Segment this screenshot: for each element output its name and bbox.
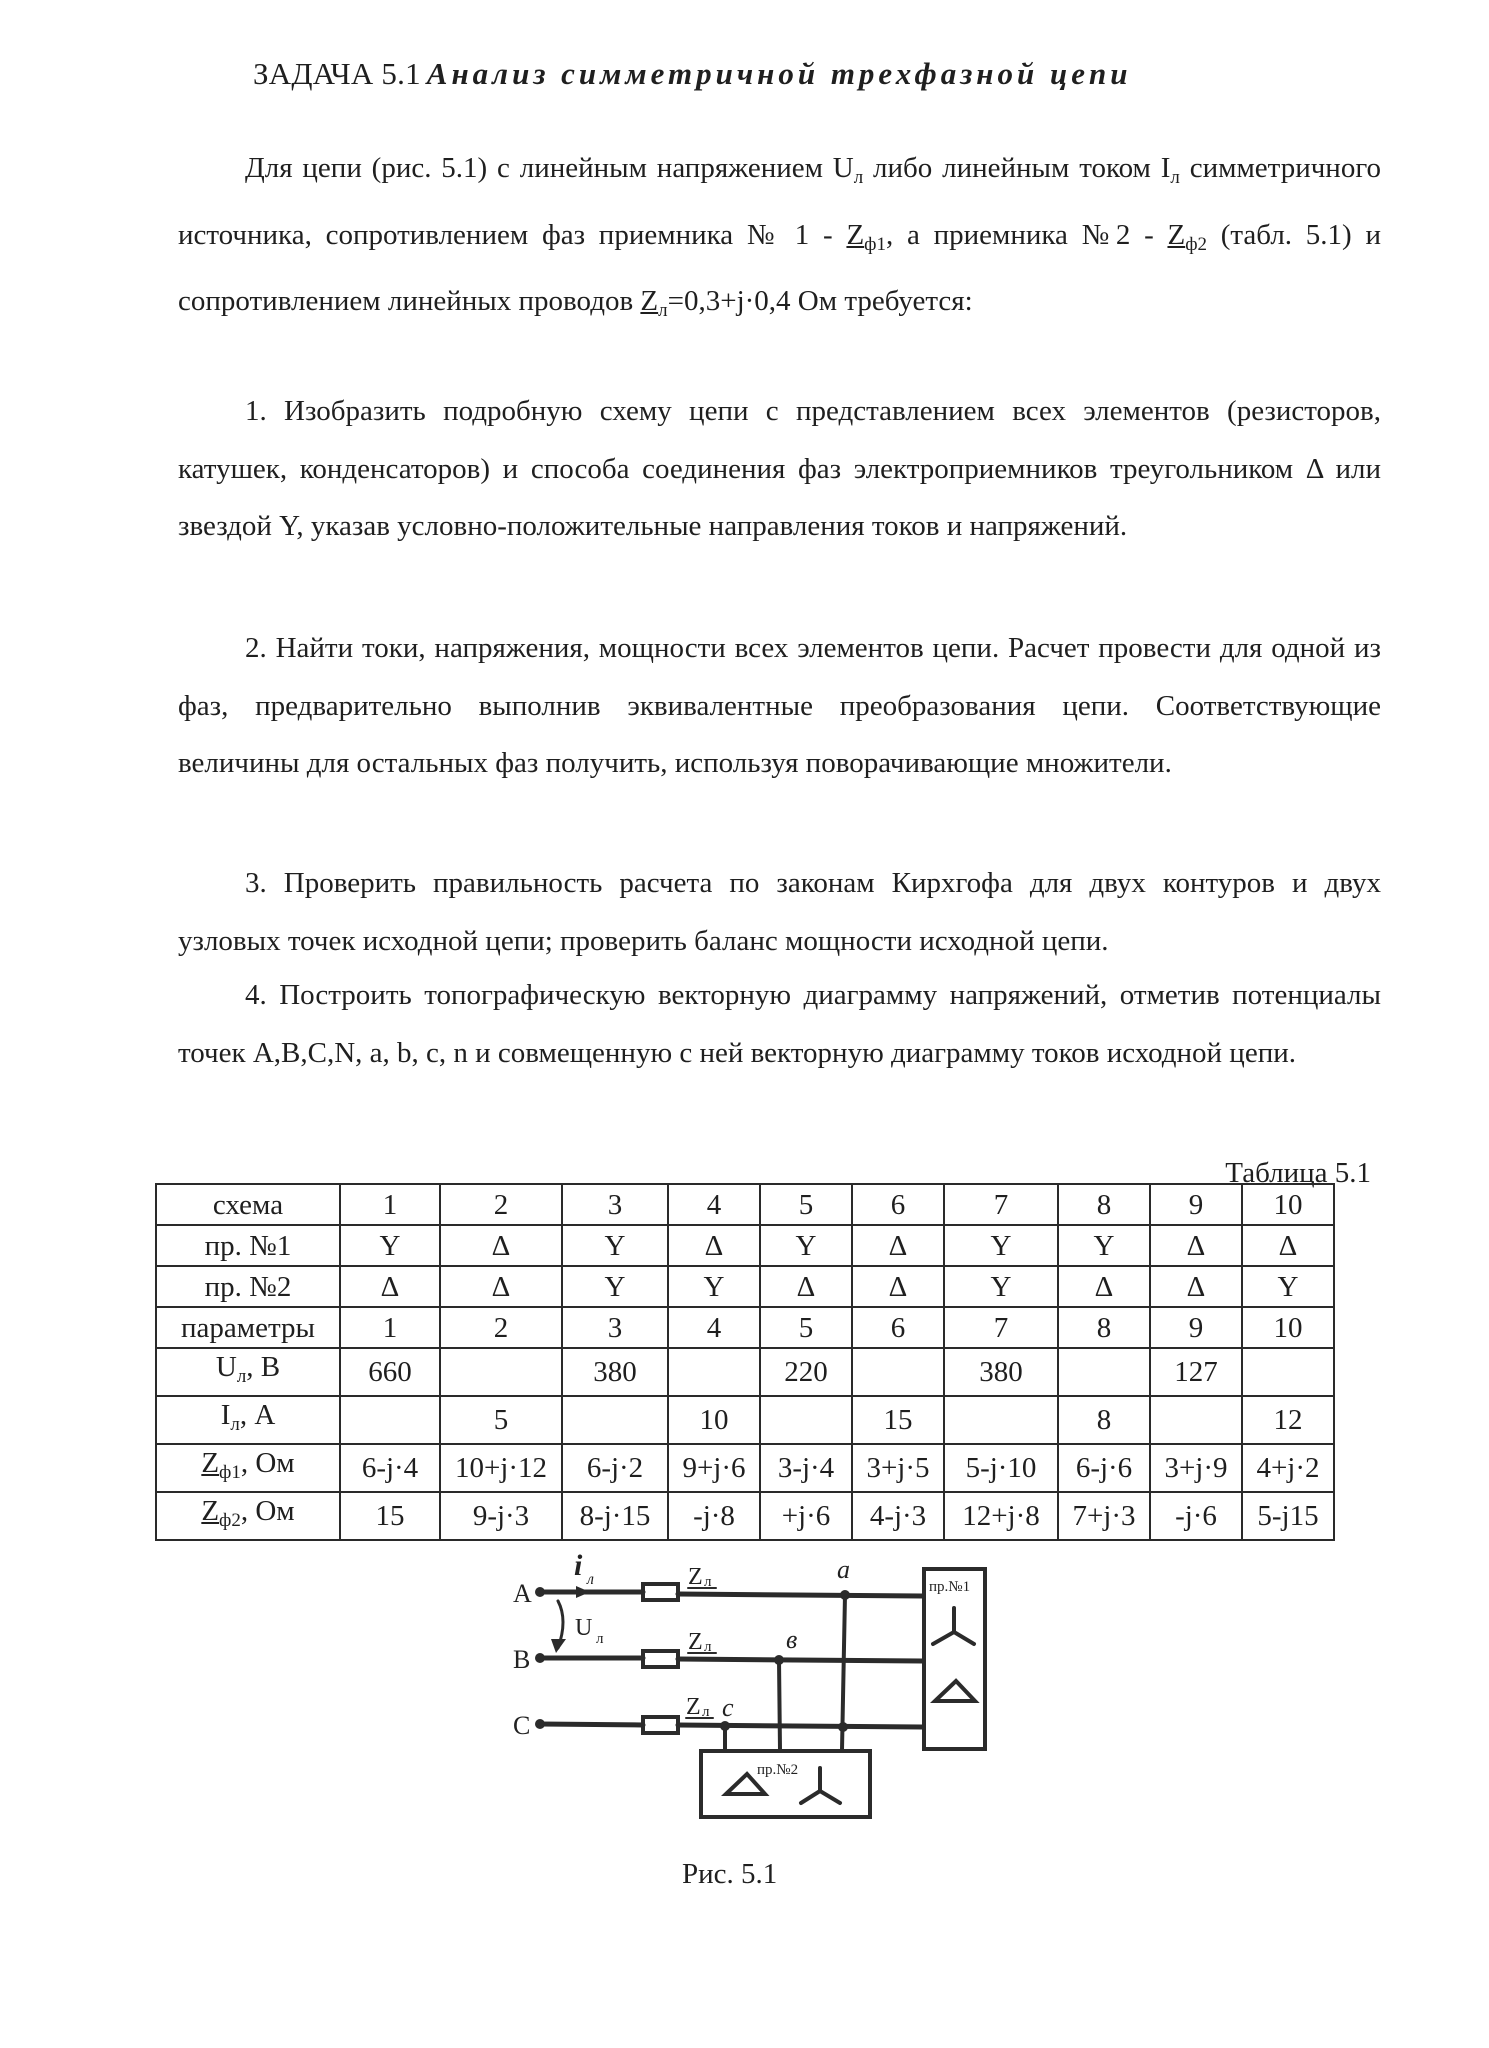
table-cell: 10+j·12 <box>440 1444 562 1492</box>
row-header-subscript: л <box>236 1366 247 1387</box>
table-cell: 12 <box>1242 1396 1334 1444</box>
table-cell: 3+j·5 <box>852 1444 944 1492</box>
table-cell: Δ <box>1150 1266 1242 1307</box>
intro-text-1: Для цепи (рис. 5.1) с линейным напряжением U <box>245 152 854 184</box>
table-cell: Δ <box>1058 1266 1150 1307</box>
table-row <box>156 1225 1334 1266</box>
table-cell <box>340 1396 440 1444</box>
table-cell: Y <box>760 1225 852 1266</box>
wire-c-left <box>540 1724 643 1725</box>
table-row <box>156 1492 1334 1540</box>
table-cell: 8-j·15 <box>562 1492 668 1540</box>
table-cell: 10 <box>1242 1184 1334 1225</box>
impedance-sub-b: л <box>704 1639 712 1655</box>
table-cell: 5 <box>760 1184 852 1225</box>
table-cell: 7+j·3 <box>1058 1492 1150 1540</box>
table-cell <box>440 1348 562 1396</box>
row-header-text: пр. №1 <box>204 1229 292 1262</box>
table-cell: 380 <box>562 1348 668 1396</box>
current-sub: л <box>587 1571 594 1588</box>
voltage-label: U <box>575 1615 593 1641</box>
table-cell: Δ <box>440 1266 562 1307</box>
row-header-unit: , Ом <box>240 1447 295 1479</box>
table-cell: 5-j15 <box>1242 1492 1334 1540</box>
node-dot-a <box>840 1590 850 1600</box>
table-cell: 12+j·8 <box>944 1492 1058 1540</box>
table-caption: Таблица 5.1 <box>1225 1157 1371 1189</box>
table-cell <box>760 1396 852 1444</box>
variants-table <box>155 1183 1335 1541</box>
table-cell: 9+j·6 <box>668 1444 760 1492</box>
table-cell: 8 <box>1058 1396 1150 1444</box>
intro-z2-sub: ф2 <box>1185 233 1207 255</box>
task-item <box>178 620 1381 793</box>
table-cell: +j·6 <box>760 1492 852 1540</box>
star-icon <box>933 1608 974 1644</box>
table-cell <box>1150 1396 1242 1444</box>
table-cell: Δ <box>668 1225 760 1266</box>
intro-text-5: (табл. 5.1) и сопротивлением линейных проводов <box>178 218 1381 317</box>
table-cell <box>668 1348 760 1396</box>
table-cell: 2 <box>440 1307 562 1348</box>
circuit-diagram <box>500 1535 1060 1835</box>
table-cell: -j·6 <box>1150 1492 1242 1540</box>
table-row <box>156 1444 1334 1492</box>
intro-sub-2: л <box>1170 167 1180 188</box>
table-cell: 9 <box>1150 1184 1242 1225</box>
row-header-symbol: U <box>215 1351 237 1383</box>
table-cell: 9 <box>1150 1307 1242 1348</box>
table-cell: 6-j·6 <box>1058 1444 1150 1492</box>
intro-zl-sub: л <box>658 300 668 321</box>
impedance-label-c: Z <box>686 1694 701 1720</box>
row-header-subscript: ф2 <box>219 1510 241 1531</box>
title-prefix: ЗАДАЧА 5.1 <box>253 56 421 91</box>
table-cell <box>852 1348 944 1396</box>
current-label: i <box>574 1549 583 1582</box>
receiver1-label: пр.№1 <box>929 1579 971 1595</box>
node-label-c: c <box>722 1693 734 1722</box>
table-cell: Δ <box>852 1266 944 1307</box>
table-cell: 5-j·10 <box>944 1444 1058 1492</box>
table-cell: Y <box>944 1225 1058 1266</box>
table-cell: 4+j·2 <box>1242 1444 1334 1492</box>
table-cell: 6 <box>852 1184 944 1225</box>
table-cell: 7 <box>944 1307 1058 1348</box>
table-cell: 5 <box>440 1396 562 1444</box>
node-dot-cross <box>838 1722 848 1732</box>
receiver1-box <box>924 1569 985 1749</box>
row-header <box>156 1184 340 1225</box>
table-cell: 8 <box>1058 1184 1150 1225</box>
voltage-arrowhead-icon <box>551 1639 566 1653</box>
node-dot-b <box>774 1655 784 1665</box>
impedance-label-a: Z <box>688 1564 703 1590</box>
table-cell: 8 <box>1058 1307 1150 1348</box>
node-label-b: в <box>786 1625 798 1654</box>
table-cell: Δ <box>440 1225 562 1266</box>
task-item <box>178 855 1381 970</box>
row-header-text: пр. №2 <box>204 1270 292 1303</box>
delta-icon <box>935 1681 975 1701</box>
terminal-label-a: A <box>513 1579 532 1608</box>
table-cell: Δ <box>340 1266 440 1307</box>
table-cell: 660 <box>340 1348 440 1396</box>
table-cell <box>944 1396 1058 1444</box>
table-cell: 3 <box>562 1184 668 1225</box>
row-header-symbol: I <box>220 1399 231 1431</box>
node-label-a: a <box>837 1555 850 1584</box>
table-row <box>156 1266 1334 1307</box>
table-cell: 15 <box>852 1396 944 1444</box>
intro-z1-sub: ф1 <box>864 233 886 255</box>
voltage-sub: л <box>596 1631 604 1647</box>
table-row <box>156 1307 1334 1348</box>
row-header <box>156 1492 340 1540</box>
table-cell: 15 <box>340 1492 440 1540</box>
table-cell: 6 <box>852 1307 944 1348</box>
intro-text-4: , а приемника №2 - <box>885 218 1168 251</box>
table-cell: 10 <box>668 1396 760 1444</box>
table-cell: 4 <box>668 1184 760 1225</box>
page-title <box>253 56 1131 92</box>
row-header-unit: , В <box>246 1351 281 1383</box>
table-cell: Y <box>340 1225 440 1266</box>
row-header <box>156 1307 340 1348</box>
intro-paragraph <box>178 140 1381 340</box>
row-header-unit: , Ом <box>240 1495 295 1527</box>
table-cell: 7 <box>944 1184 1058 1225</box>
row-header <box>156 1348 340 1396</box>
terminal-dot-a <box>535 1587 545 1597</box>
table-cell: 9-j·3 <box>440 1492 562 1540</box>
row-header-unit: , А <box>239 1399 276 1431</box>
table-cell: Y <box>1242 1266 1334 1307</box>
intro-sub-1: л <box>853 167 864 188</box>
table-cell: Y <box>1058 1225 1150 1266</box>
table-cell: 220 <box>760 1348 852 1396</box>
table-cell <box>1242 1348 1334 1396</box>
intro-text-3: симметричного источника, сопротивлением фаз приемника № 1 - <box>178 152 1381 251</box>
table-cell: 6-j·2 <box>562 1444 668 1492</box>
table-cell <box>562 1396 668 1444</box>
intro-text-2: либо линейным током I <box>863 152 1171 184</box>
task-text: 4. Построить топографическую векторную диаграмму напряжений, отметив потенциалы точек A,B,C,N, a, b, c, n и совмещенную с ней векторную диаграмму токов исходной цепи. <box>178 979 1381 1069</box>
table-cell: 127 <box>1150 1348 1242 1396</box>
impedance-sub-c: л <box>702 1704 710 1720</box>
star-icon <box>801 1768 840 1803</box>
tap-b <box>779 1660 780 1750</box>
row-header <box>156 1225 340 1266</box>
terminal-dot-b <box>535 1653 545 1663</box>
receiver2-box <box>701 1751 870 1817</box>
row-header-symbol: Z <box>201 1495 220 1527</box>
resistor-a <box>643 1584 678 1600</box>
table-cell: 4-j·3 <box>852 1492 944 1540</box>
table-cell <box>1058 1348 1150 1396</box>
table-cell: Δ <box>1150 1225 1242 1266</box>
table-cell: -j·8 <box>668 1492 760 1540</box>
impedance-sub-a: л <box>704 1574 712 1590</box>
resistor-c <box>643 1717 678 1733</box>
receiver2-label: пр.№2 <box>757 1762 799 1778</box>
row-header <box>156 1396 340 1444</box>
row-header-text: схема <box>212 1188 284 1221</box>
table-cell: 6-j·4 <box>340 1444 440 1492</box>
terminal-dot-c <box>535 1719 545 1729</box>
table-cell: 1 <box>340 1184 440 1225</box>
wire-b-right <box>678 1659 922 1661</box>
terminal-label-b: B <box>513 1645 531 1674</box>
table-cell: 380 <box>944 1348 1058 1396</box>
task-text: 1. Изобразить подробную схему цепи с представлением всех элементов (резисторов, катушек, конденсаторов) и способа соединения фаз электроприемников треугольником Δ или звездой Y, указав условно-положительные направления токов и напряжений. <box>178 395 1381 542</box>
intro-text-6: =0,3+j·0,4 Ом требуется: <box>667 285 973 317</box>
table-cell: Δ <box>852 1225 944 1266</box>
table-cell: 4 <box>668 1307 760 1348</box>
task-item <box>178 383 1381 556</box>
terminal-label-c: C <box>513 1711 531 1740</box>
table-cell: 2 <box>440 1184 562 1225</box>
table-cell: 10 <box>1242 1307 1334 1348</box>
row-header <box>156 1444 340 1492</box>
table-cell: 1 <box>340 1307 440 1348</box>
intro-zl: Z <box>640 285 659 317</box>
table-row <box>156 1184 1334 1225</box>
task-item <box>178 967 1381 1082</box>
intro-z1: Z <box>846 218 865 251</box>
table-cell: 3 <box>562 1307 668 1348</box>
row-header-subscript: л <box>230 1414 240 1435</box>
row-header-subscript: ф1 <box>219 1462 241 1483</box>
row-header-text: параметры <box>181 1311 315 1344</box>
intro-z2: Z <box>1167 218 1186 251</box>
node-dot-c <box>720 1721 730 1731</box>
table-cell: Y <box>944 1266 1058 1307</box>
wire-a-right <box>678 1594 922 1596</box>
table-row <box>156 1396 1334 1444</box>
resistor-b <box>643 1651 678 1667</box>
title-name: Анализ симметричной трехфазной цепи <box>426 56 1132 91</box>
table-row <box>156 1348 1334 1396</box>
table-cell: Y <box>562 1266 668 1307</box>
table-cell: Δ <box>760 1266 852 1307</box>
table-cell: 5 <box>760 1307 852 1348</box>
wire-c-right <box>678 1725 922 1727</box>
table-cell: Y <box>668 1266 760 1307</box>
row-header <box>156 1266 340 1307</box>
task-text: 2. Найти токи, напряжения, мощности всех элементов цепи. Расчет провести для одной из фаз, предварительно выполнив эквивалентные преобразования цепи. Соответствующие величины для остальных фаз получить, используя поворачивающие множители. <box>178 632 1381 779</box>
table-cell: 3+j·9 <box>1150 1444 1242 1492</box>
table-cell: Y <box>562 1225 668 1266</box>
table-cell: Δ <box>1242 1225 1334 1266</box>
table-cell: 3-j·4 <box>760 1444 852 1492</box>
row-header-symbol: Z <box>201 1447 220 1479</box>
task-text: 3. Проверить правильность расчета по законам Кирхгофа для двух контуров и двух узловых точек исходной цепи; проверить баланс мощности исходной цепи. <box>178 867 1381 957</box>
figure-caption: Рис. 5.1 <box>682 1858 778 1890</box>
impedance-label-b: Z <box>688 1629 703 1655</box>
